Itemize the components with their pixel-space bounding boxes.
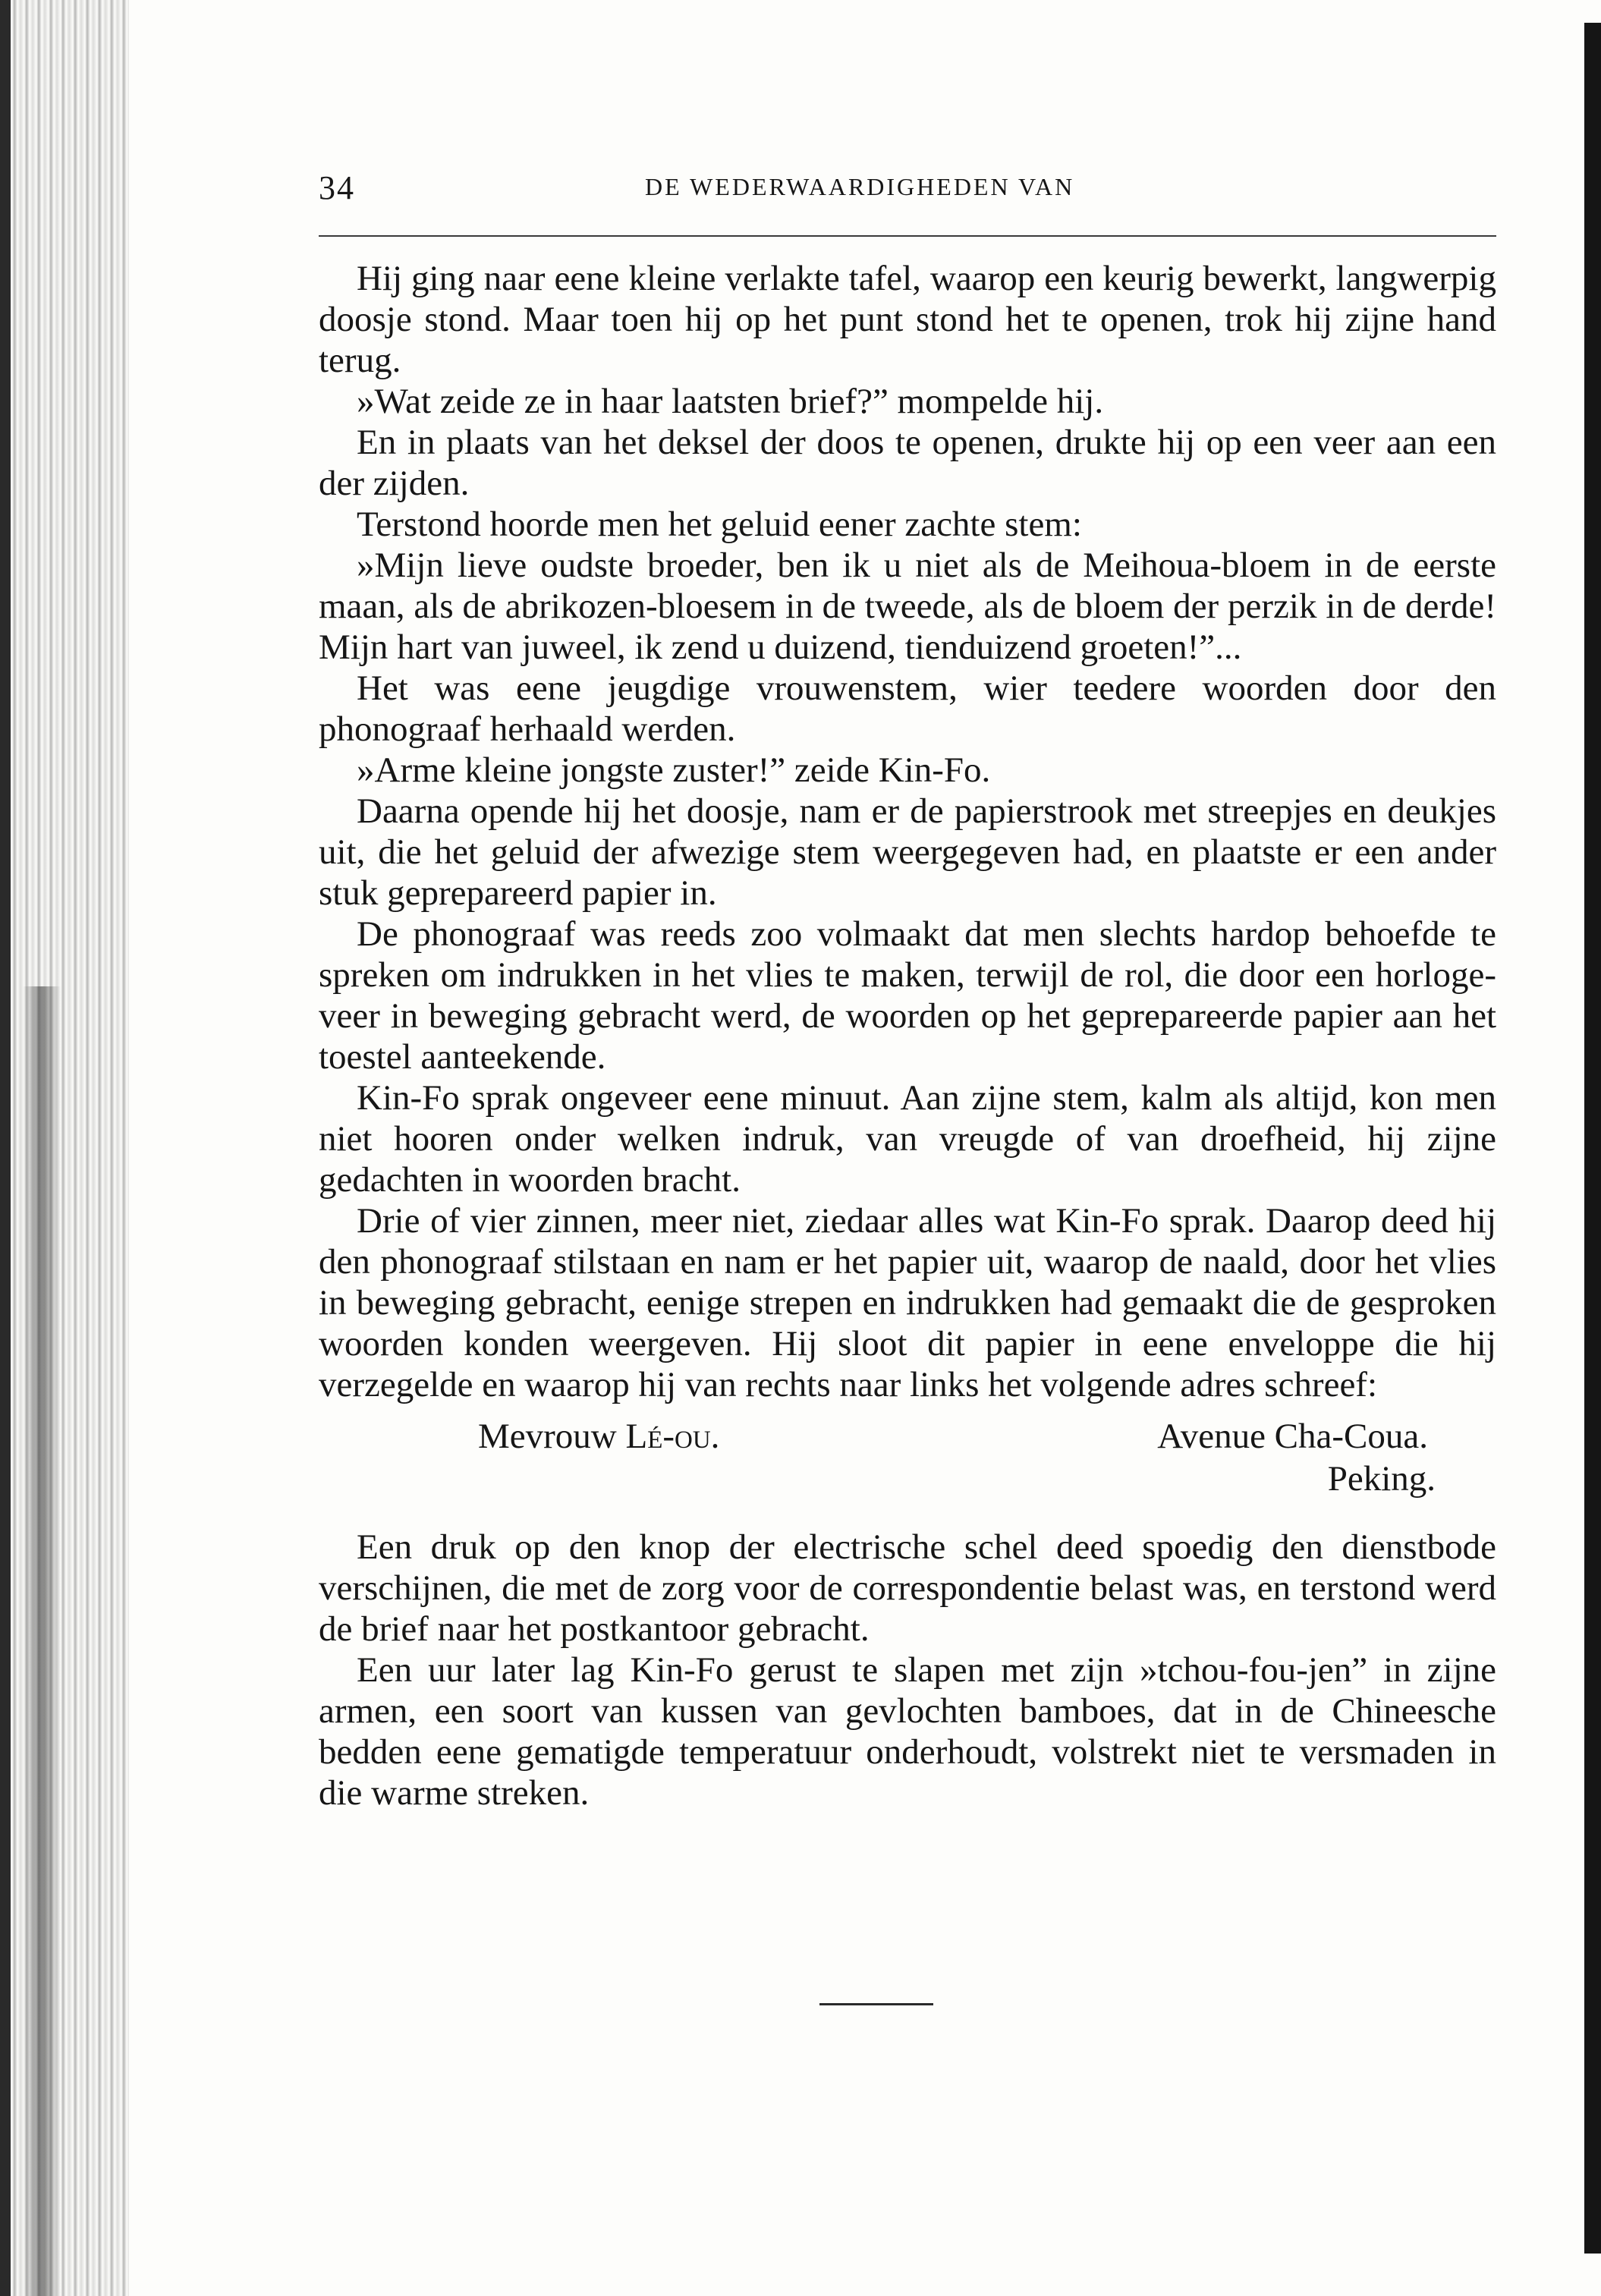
paragraph: Daarna opende hij het doosje, nam er de papierstrook met streepjes en deukjes uit, die het geluid der afwezige stem weergegeven had, en plaatste er een ander stuk geprepareerd papier in.	[319, 791, 1496, 913]
running-head	[319, 168, 1495, 222]
address-name: Lé-ou.	[625, 1417, 720, 1456]
address-salutation: Mevrouw	[478, 1417, 617, 1456]
paragraph: »Wat zeide ze in haar laatsten brief?” mompelde hij.	[357, 382, 1104, 421]
body-text	[319, 258, 1496, 1813]
paragraph: Een uur later lag Kin-Fo gerust te slapen met zijn »tchou-fou-jen” in zijne armen, een soort van kussen van gevlochten bamboes, dat in de Chineesche bedden eene gematigde temperatuur onderhoudt, volstrekt niet te versmaden in die warme streken.	[319, 1650, 1496, 1813]
paragraph: »Arme kleine jongste zuster!” zeide Kin-Fo.	[357, 750, 991, 790]
scan-right-edge	[1584, 23, 1601, 2254]
page-number: 34	[319, 169, 355, 206]
paragraph: De phonograaf was reeds zoo volmaakt dat men slechts hardop behoefde te spreken om indrukken in het vlies te maken, terwijl de rol, die door een horloge-veer in beweging gebracht werd, de woorden op het geprepareerde papier aan het toestel aanteekende.	[319, 914, 1496, 1077]
scan-binding-edge	[0, 0, 11, 2296]
paragraph: En in plaats van het deksel der doos te openen, drukte hij op een veer aan een der zijden.	[319, 423, 1496, 503]
address-street: Avenue Cha-Coua.	[1157, 1417, 1428, 1456]
paragraph: Het was eene jeugdige vrouwenstem, wier teedere woorden door den phonograaf herhaald werden.	[319, 668, 1496, 749]
paragraph: »Mijn lieve oudste broeder, ben ik u niet als de Meihoua-bloem in de eerste maan, als de abrikozen-bloesem in de tweede, als de bloem der perzik in de derde! Mijn hart van juweel, ik zend u duizend, tienduizend groeten!”...	[319, 546, 1496, 667]
paragraph: Een druk op den knop der electrische schel deed spoedig den dienstbode verschijnen, die met de zorg voor de correspondentie belast was, en terstond werd de brief naar het postkantoor gebracht.	[319, 1527, 1496, 1649]
paragraph: Drie of vier zinnen, meer niet, ziedaar alles wat Kin-Fo sprak. Daarop deed hij den phonograaf stilstaan en nam er het papier uit, waarop de naald, door het vlies in beweging gebracht, eenige strepen en indrukken had gemaakt die de gesproken woorden konden weergeven. Hij sloot dit papier in eene enveloppe die hij verzegelde en waarop hij van rechts naar links het volgende adres schreef:	[319, 1201, 1496, 1404]
scan-gutter-shadow	[0, 0, 129, 2296]
scan-gutter-shade	[23, 986, 61, 2296]
chapter-end-rule	[819, 2003, 933, 2005]
paragraph: Kin-Fo sprak ongeveer eene minuut. Aan zijne stem, kalm als altijd, kon men niet hooren onder welken indruk, van vreugde of van droefheid, hij zijne gedachten in woorden bracht.	[319, 1078, 1496, 1200]
paragraph: Terstond hoorde men het geluid eener zachte stem:	[357, 505, 1082, 544]
envelope-address	[319, 1416, 1496, 1507]
running-title: DE WEDERWAARDIGHEDEN VAN	[645, 173, 1075, 200]
address-city: Peking.	[1327, 1459, 1436, 1499]
address-recipient	[478, 1416, 719, 1457]
paragraph: Hij ging naar eene kleine verlakte tafel, waarop een keurig bewerkt, langwerpig doosje stond. Maar toen hij op het punt stond het te openen, trok hij zijne hand terug.	[319, 259, 1496, 380]
header-rule	[319, 235, 1496, 237]
